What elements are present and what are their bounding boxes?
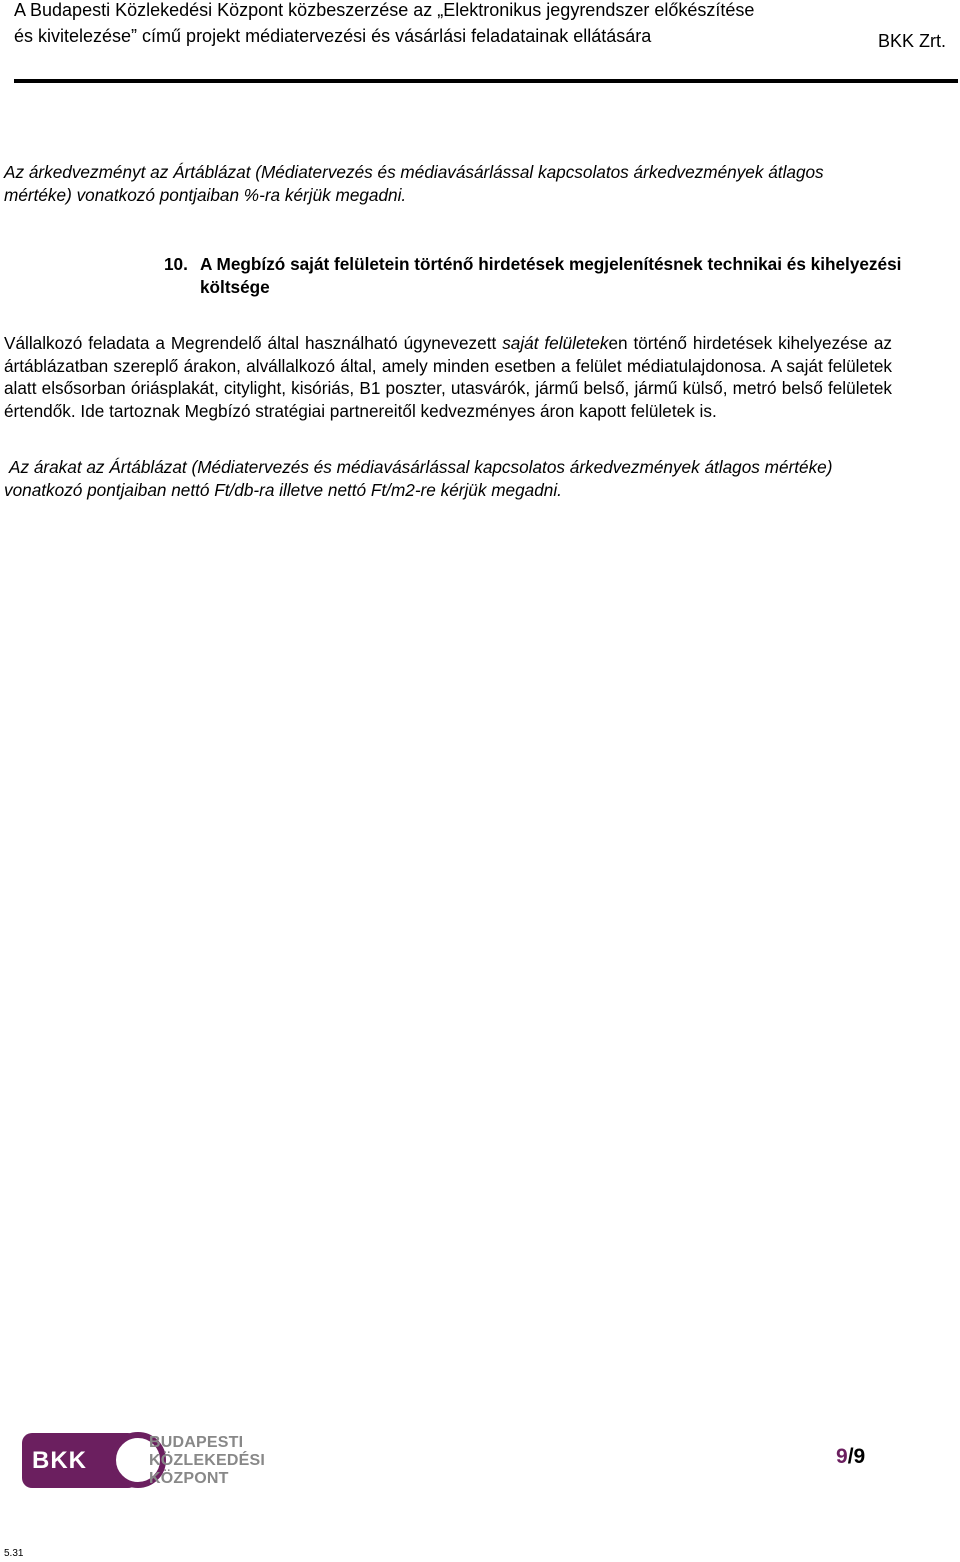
page-separator: /: [847, 1445, 854, 1468]
section-heading: [164, 253, 904, 299]
logo-line-2: KÖZLEKEDÉSI: [149, 1452, 265, 1469]
paragraph-text-1: Vállalkozó feladata a Megrendelő által használható úgynevezett: [4, 333, 503, 353]
version-label: 5.31: [4, 1548, 24, 1559]
page-current: 9: [836, 1445, 848, 1468]
logo-mark-text: BKK: [32, 1447, 87, 1474]
section-title: A Megbízó saját felületein történő hirdetések megjelenítésnek technikai és kihelyezési költsége: [200, 254, 902, 297]
paragraph-italic-term: saját felületek: [502, 333, 609, 353]
page-number: [836, 1445, 865, 1469]
bkk-logo: [22, 1431, 265, 1489]
paragraph-price-text: Az árakat az Ártáblázat (Médiatervezés és médiavásárlással kapcsolatos árkedvezmények átlagos mértéke) vonatkozó pontjaiban nettó Ft/db-ra illetve nettó Ft/m2-re kérjük megadni.: [4, 457, 833, 500]
logo-wordmark: [149, 1434, 265, 1488]
logo-line-1: BUDAPESTI: [149, 1434, 244, 1451]
page-total: 9: [853, 1445, 866, 1468]
paragraph-text-2: en történő hirdetések kihelyezése az ártáblázatban szereplő árakon, alvállalkozó által, amely minden esetben a felület médiatulajdonosa. A saját felületek alatt elsősorban óriásplakát, citylight, kisóriás, B1 poszter, utasvárók, jármű belső, jármű külső, metró belső felületek értendők. Ide tartoznak Megbízó stratégiai partnereitől kedvezményes áron kapott felületek is.: [4, 333, 892, 422]
paragraph-own-surfaces: [4, 332, 892, 423]
paragraph-price-note: [4, 456, 892, 501]
document-title: A Budapesti Közlekedési Központ közbeszerzése az „Elektronikus jegyrendszer előkészítése és kivitelezése” című projekt médiatervezési és vásárlási feladatainak ellátására: [14, 0, 755, 46]
page-header: [14, 0, 958, 83]
paragraph-discount-note: Az árkedvezményt az Ártáblázat (Médiatervezés és médiavásárlással kapcsolatos árkedvezmények átlagos mértéke) vonatkozó pontjaiban %-ra kérjük megadni.: [4, 162, 824, 205]
logo-line-3: KÖZPONT: [149, 1470, 229, 1487]
company-name: BKK Zrt.: [877, 31, 946, 51]
section-number: 10.: [164, 254, 188, 274]
